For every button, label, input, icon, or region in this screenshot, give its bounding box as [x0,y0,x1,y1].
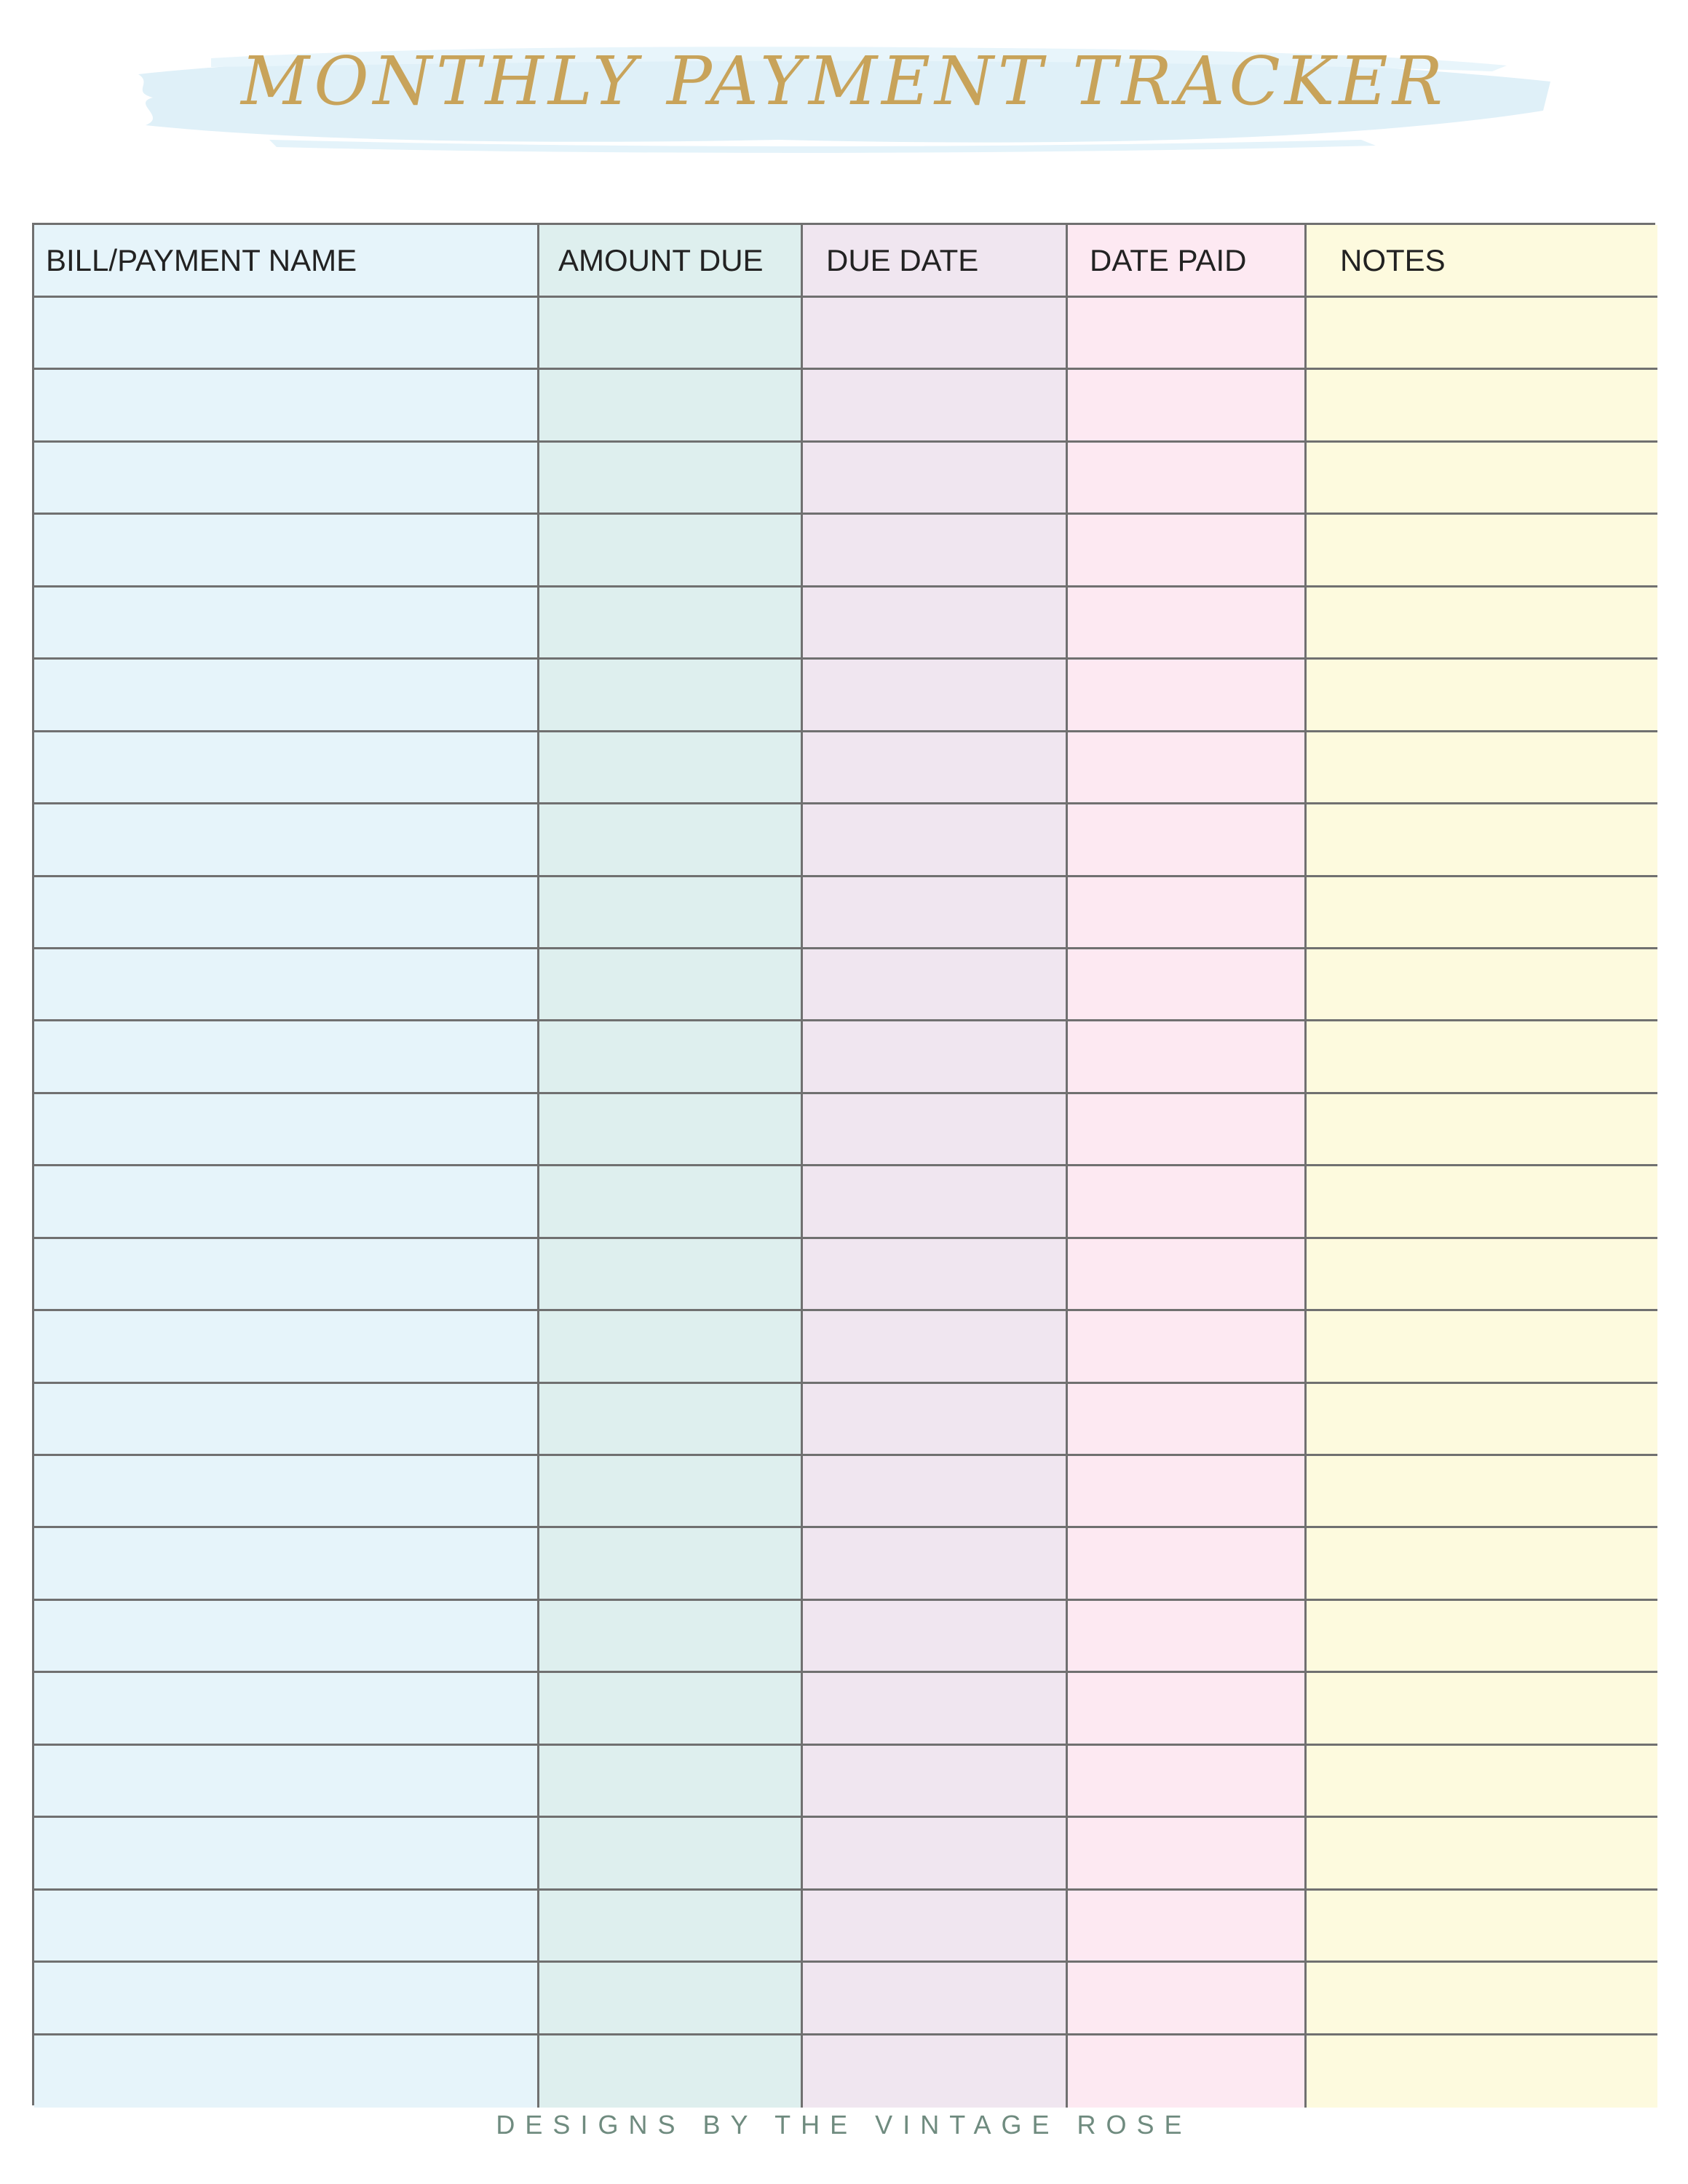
amount-due-cell[interactable] [539,1746,803,1818]
bill-payment-name-cell[interactable] [34,877,539,949]
date-paid-cell[interactable] [1068,515,1307,587]
bill-payment-name-cell[interactable] [34,1456,539,1528]
notes-cell[interactable] [1307,2035,1657,2108]
bill-payment-name-cell[interactable] [34,1818,539,1890]
date-paid-cell[interactable] [1068,804,1307,877]
date-paid-cell[interactable] [1068,1746,1307,1818]
bill-payment-name-cell[interactable] [34,1528,539,1600]
column-header-label: AMOUNT DUE [558,242,764,277]
amount-due-cell[interactable] [539,443,803,515]
notes-cell[interactable] [1307,732,1657,804]
amount-due-cell[interactable] [539,732,803,804]
bill-payment-name-cell[interactable] [34,949,539,1021]
amount-due-cell[interactable] [539,804,803,877]
amount-due-cell[interactable] [539,1239,803,1311]
amount-due-cell[interactable] [539,515,803,587]
bill-payment-name-cell[interactable] [34,298,539,370]
bill-payment-name-cell[interactable] [34,1021,539,1093]
due-date-cell[interactable] [803,732,1068,804]
notes-cell[interactable] [1307,1094,1657,1166]
bill-payment-name-cell[interactable] [34,1963,539,2035]
due-date-cell[interactable] [803,1456,1068,1528]
date-paid-cell[interactable] [1068,732,1307,804]
date-paid-cell[interactable] [1068,1384,1307,1456]
date-paid-cell[interactable] [1068,443,1307,515]
notes-cell[interactable] [1307,515,1657,587]
footer-credit: DESIGNS BY THE VINTAGE ROSE [496,2110,1192,2140]
amount-due-cell[interactable] [539,1166,803,1238]
bill-payment-name-cell[interactable] [34,443,539,515]
column-header-amount-due [539,225,803,298]
due-date-cell[interactable] [803,1166,1068,1238]
bill-payment-name-cell[interactable] [34,1384,539,1456]
date-paid-cell[interactable] [1068,1094,1307,1166]
bill-payment-name-cell[interactable] [34,732,539,804]
due-date-cell[interactable] [803,804,1068,877]
bill-payment-name-cell[interactable] [34,1891,539,1963]
column-header-bill-payment-name [34,225,539,298]
amount-due-cell[interactable] [539,1673,803,1745]
notes-cell[interactable] [1307,660,1657,732]
due-date-cell[interactable] [803,1891,1068,1963]
column-header-label: DUE DATE [826,242,979,277]
bill-payment-name-cell[interactable] [34,587,539,660]
notes-cell[interactable] [1307,1456,1657,1528]
date-paid-cell[interactable] [1068,877,1307,949]
bill-payment-name-cell[interactable] [34,515,539,587]
bill-payment-name-cell[interactable] [34,1311,539,1383]
page-title: MONTHLY PAYMENT TRACKER [241,42,1447,120]
notes-cell[interactable] [1307,1384,1657,1456]
due-date-cell[interactable] [803,877,1068,949]
amount-due-cell[interactable] [539,1094,803,1166]
bill-payment-name-cell[interactable] [34,660,539,732]
notes-cell[interactable] [1307,1528,1657,1600]
notes-cell[interactable] [1307,1891,1657,1963]
amount-due-cell[interactable] [539,1456,803,1528]
amount-due-cell[interactable] [539,2035,803,2108]
bill-payment-name-cell[interactable] [34,1166,539,1238]
date-paid-cell[interactable] [1068,1021,1307,1093]
notes-cell[interactable] [1307,877,1657,949]
notes-cell[interactable] [1307,949,1657,1021]
date-paid-cell[interactable] [1068,298,1307,370]
date-paid-cell[interactable] [1068,1239,1307,1311]
amount-due-cell[interactable] [539,1021,803,1093]
notes-cell[interactable] [1307,1239,1657,1311]
due-date-cell[interactable] [803,298,1068,370]
date-paid-cell[interactable] [1068,949,1307,1021]
column-header-label: NOTES [1340,242,1446,277]
notes-cell[interactable] [1307,443,1657,515]
notes-cell[interactable] [1307,298,1657,370]
due-date-cell[interactable] [803,1239,1068,1311]
column-header-label: BILL/PAYMENT NAME [46,242,357,277]
date-paid-cell[interactable] [1068,1891,1307,1963]
notes-cell[interactable] [1307,1166,1657,1238]
bill-payment-name-cell[interactable] [34,1239,539,1311]
bill-payment-name-cell[interactable] [34,1746,539,1818]
column-header-notes [1307,225,1657,298]
date-paid-cell[interactable] [1068,1601,1307,1673]
bill-payment-name-cell[interactable] [34,804,539,877]
bill-payment-name-cell[interactable] [34,1673,539,1745]
notes-cell[interactable] [1307,1601,1657,1673]
due-date-cell[interactable] [803,1818,1068,1890]
notes-cell[interactable] [1307,370,1657,442]
amount-due-cell[interactable] [539,1891,803,1963]
due-date-cell[interactable] [803,587,1068,660]
notes-cell[interactable] [1307,1818,1657,1890]
bill-payment-name-cell[interactable] [34,1094,539,1166]
amount-due-cell[interactable] [539,949,803,1021]
amount-due-cell[interactable] [539,660,803,732]
date-paid-cell[interactable] [1068,587,1307,660]
due-date-cell[interactable] [803,1601,1068,1673]
due-date-cell[interactable] [803,1963,1068,2035]
notes-cell[interactable] [1307,587,1657,660]
amount-due-cell[interactable] [539,1601,803,1673]
date-paid-cell[interactable] [1068,1528,1307,1600]
due-date-cell[interactable] [803,1094,1068,1166]
amount-due-cell[interactable] [539,370,803,442]
due-date-cell[interactable] [803,2035,1068,2108]
notes-cell[interactable] [1307,1963,1657,2035]
date-paid-cell[interactable] [1068,1673,1307,1745]
amount-due-cell[interactable] [539,587,803,660]
amount-due-cell[interactable] [539,1311,803,1383]
column-header-label: DATE PAID [1090,242,1247,277]
due-date-cell[interactable] [803,1673,1068,1745]
column-header-due-date [803,225,1068,298]
due-date-cell[interactable] [803,1528,1068,1600]
bill-payment-name-cell[interactable] [34,1601,539,1673]
due-date-cell[interactable] [803,1021,1068,1093]
amount-due-cell[interactable] [539,1384,803,1456]
due-date-cell[interactable] [803,515,1068,587]
amount-due-cell[interactable] [539,877,803,949]
notes-cell[interactable] [1307,1311,1657,1383]
due-date-cell[interactable] [803,1746,1068,1818]
due-date-cell[interactable] [803,1311,1068,1383]
date-paid-cell[interactable] [1068,1818,1307,1890]
date-paid-cell[interactable] [1068,1456,1307,1528]
amount-due-cell[interactable] [539,1963,803,2035]
due-date-cell[interactable] [803,370,1068,442]
amount-due-cell[interactable] [539,1818,803,1890]
amount-due-cell[interactable] [539,1528,803,1600]
notes-cell[interactable] [1307,1673,1657,1745]
due-date-cell[interactable] [803,1384,1068,1456]
notes-cell[interactable] [1307,1021,1657,1093]
date-paid-cell[interactable] [1068,1311,1307,1383]
due-date-cell[interactable] [803,660,1068,732]
amount-due-cell[interactable] [539,298,803,370]
due-date-cell[interactable] [803,949,1068,1021]
bill-payment-name-cell[interactable] [34,2035,539,2108]
payment-tracker-table [32,223,1655,2105]
date-paid-cell[interactable] [1068,1963,1307,2035]
date-paid-cell[interactable] [1068,2035,1307,2108]
date-paid-cell[interactable] [1068,370,1307,442]
date-paid-cell[interactable] [1068,1166,1307,1238]
notes-cell[interactable] [1307,804,1657,877]
date-paid-cell[interactable] [1068,660,1307,732]
column-header-date-paid [1068,225,1307,298]
notes-cell[interactable] [1307,1746,1657,1818]
due-date-cell[interactable] [803,443,1068,515]
bill-payment-name-cell[interactable] [34,370,539,442]
